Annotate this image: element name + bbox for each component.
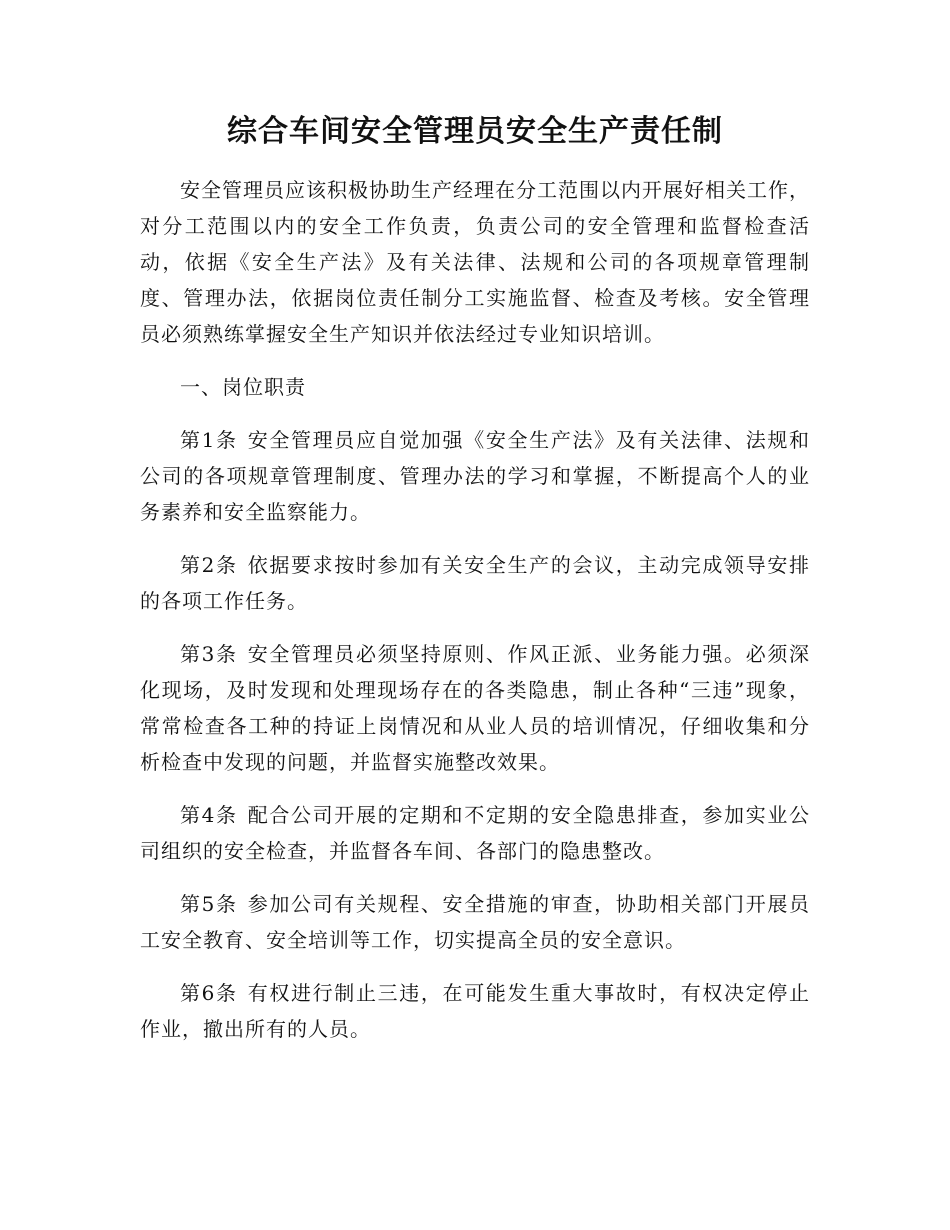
document-title: 综合车间安全管理员安全生产责任制 xyxy=(227,114,723,149)
article-text: 安全管理员应自觉加强《安全生产法》及有关法律、法规和公司的各项规章管理制度、管理办法的学习和掌握，不断提高个人的业务素养和安全监察能力。 xyxy=(140,428,810,524)
article-1 xyxy=(140,422,810,530)
article-number: 第3条 xyxy=(180,642,238,666)
article-number: 第2条 xyxy=(180,553,238,577)
article-number: 第5条 xyxy=(180,892,238,916)
article-text: 依据要求按时参加有关安全生产的会议，主动完成领导安排的各项工作任务。 xyxy=(140,553,810,613)
article-number: 第4条 xyxy=(180,803,238,827)
article-text: 有权进行制止三违，在可能发生重大事故时，有权决定停止作业，撤出所有的人员。 xyxy=(140,981,810,1041)
article-4 xyxy=(140,797,810,869)
article-number: 第1条 xyxy=(180,428,238,452)
article-5 xyxy=(140,886,810,958)
article-number: 第6条 xyxy=(180,981,238,1005)
article-text: 配合公司开展的定期和不定期的安全隐患排查，参加实业公司组织的安全检查，并监督各车间、各部门的隐患整改。 xyxy=(140,803,810,863)
section-heading-duties: 一、岗位职责 xyxy=(180,375,306,399)
article-3 xyxy=(140,636,810,780)
article-2 xyxy=(140,547,810,619)
intro-paragraph: 安全管理员应该积极协助生产经理在分工范围以内开展好相关工作，对分工范围以内的安全工作负责，负责公司的安全管理和监督检查活动，依据《安全生产法》及有关法律、法规和公司的各项规章管理制度、管理办法，依据岗位责任制分工实施监督、检查及考核。安全管理员必须熟练掌握安全生产知识并依法经过专业知识培训。 xyxy=(140,178,810,346)
article-text: 安全管理员必须坚持原则、作风正派、业务能力强。必须深化现场，及时发现和处理现场存在的各类隐患，制止各种“三违”现象，常常检查各工种的持证上岗情况和从业人员的培训情况，仔细收集和分析检查中发现的问题，并监督实施整改效果。 xyxy=(140,642,810,774)
article-6 xyxy=(140,975,810,1047)
article-text: 参加公司有关规程、安全措施的审查，协助相关部门开展员工安全教育、安全培训等工作，切实提高全员的安全意识。 xyxy=(140,892,810,952)
